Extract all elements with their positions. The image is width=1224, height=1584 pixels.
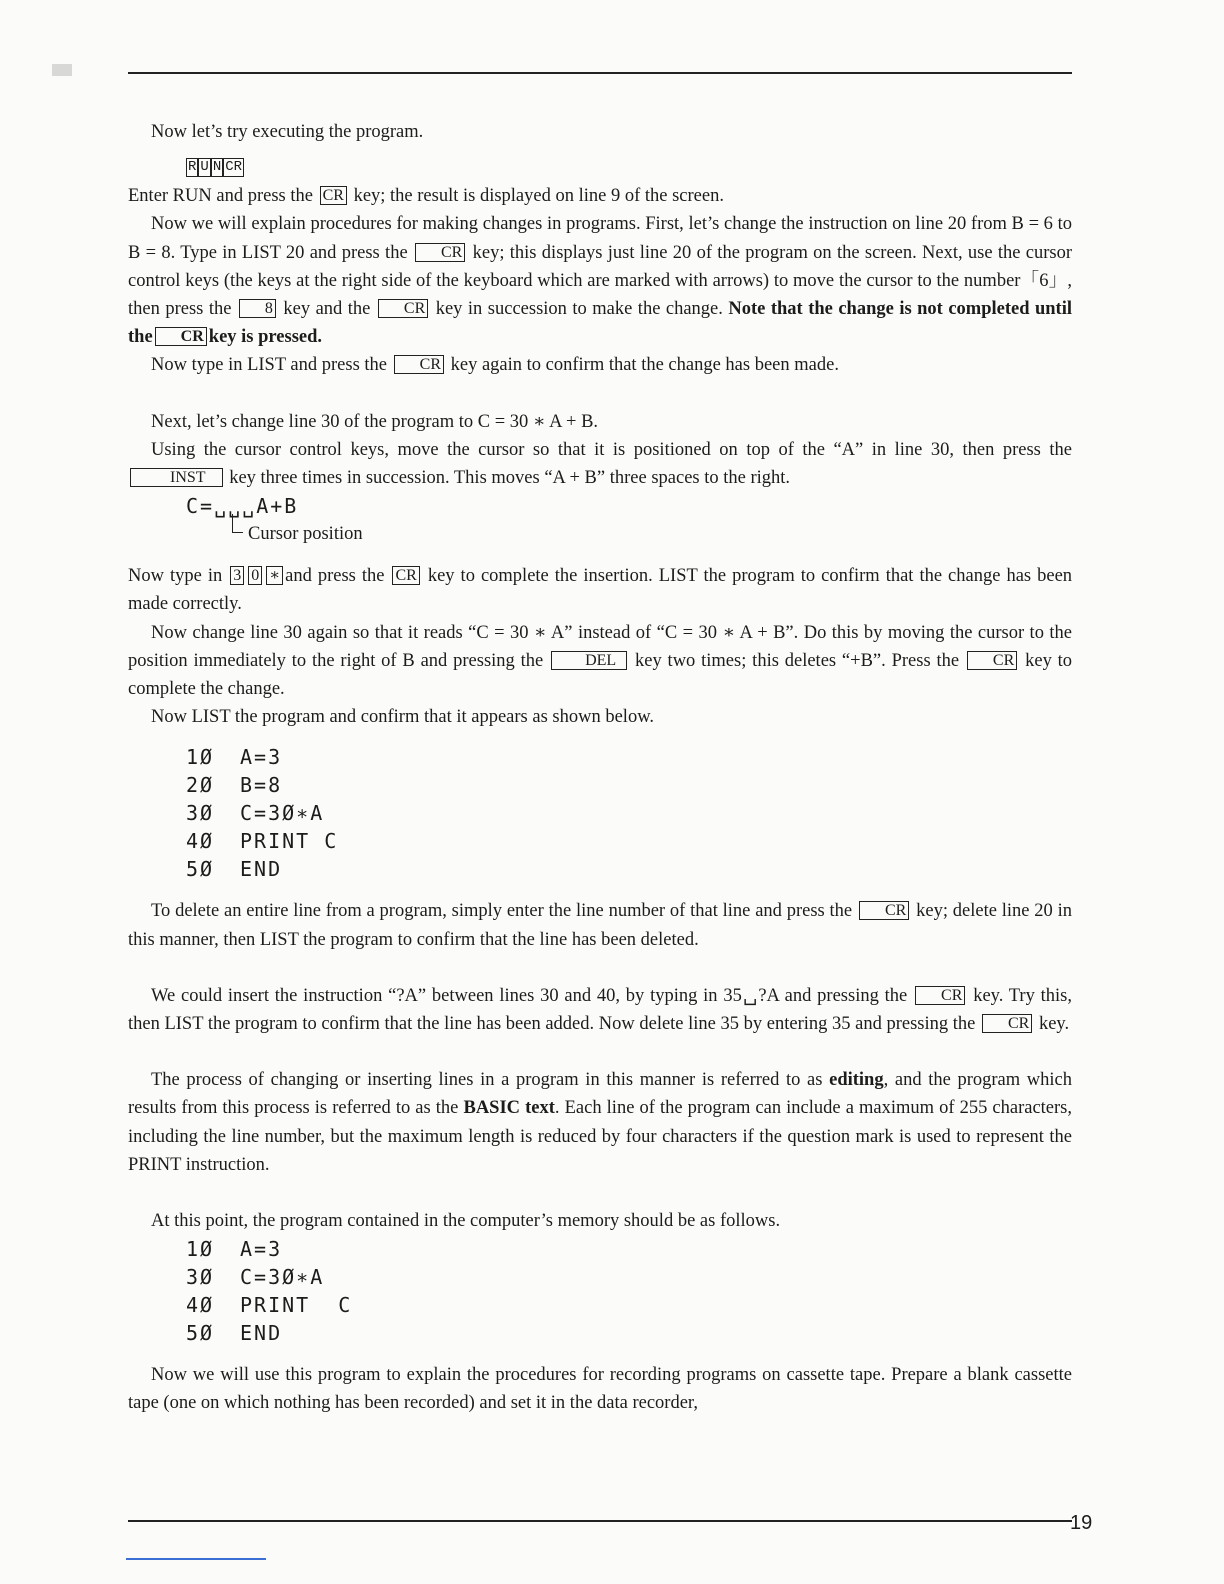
- key-cr: CR: [859, 901, 909, 920]
- key-cr: CR: [982, 1014, 1032, 1033]
- code-line: 4Ø PRINT C: [186, 829, 339, 854]
- spacer: [128, 1347, 1072, 1361]
- paragraph-delete-line: To delete an entire line from a program, simply enter the line number of that line and press the CR key; delete line 20 in this manner, then LIST the program to confirm that the line has been deleted.: [128, 901, 1072, 950]
- header-rule: [128, 72, 1072, 74]
- spacer: [128, 883, 1072, 897]
- key-8: 8: [239, 299, 276, 318]
- page-body: [128, 118, 1072, 1418]
- key-0: 0: [248, 566, 262, 585]
- spacer: [128, 1038, 1072, 1066]
- cursor-demo: C=␣␣␣A+B: [186, 494, 299, 519]
- key-cr: CR: [225, 159, 243, 176]
- code-line: 5Ø END: [186, 1321, 283, 1346]
- paragraph-cursor-inst: Using the cursor control keys, move the cursor so that it is positioned on top of the “A” in line 30, then press the INST key three times in succession. This moves “A + B” three spaces to the right.: [128, 436, 1072, 492]
- code-line: 4Ø PRINT C: [186, 1293, 353, 1318]
- code-line: 3Ø C=3Ø∗A: [186, 1265, 325, 1290]
- paragraph-cassette: Now we will use this program to explain the procedures for recording programs on cassette tape. Prepare a blank cassette tape (one on which nothing has been recorded) and set it in the data recorder,: [128, 1365, 1072, 1414]
- paragraph-memory-contents: At this point, the program contained in the computer’s memory should be as follows.: [151, 1211, 781, 1232]
- key-r: R: [188, 159, 197, 176]
- paragraph-change-line30: Next, let’s change line 30 of the program to C = 30 ∗ A + B.: [151, 411, 599, 432]
- footer-rule: [128, 1520, 1072, 1522]
- paragraph-delete-chars: Now change line 30 again so that it reads “C = 30 ∗ A” instead of “C = 30 ∗ A + B”. Do this by moving the cursor to the position immediately to the right of B and pressing the DEL key two times; this deletes “+B”. Press the CR key to complete the change.: [128, 622, 1073, 700]
- code-line: 1Ø A=3: [186, 745, 283, 770]
- key-u: U: [200, 159, 209, 176]
- paragraph-list-below: Now LIST the program and confirm that it appears as shown below.: [151, 707, 654, 728]
- key-cr: CR: [320, 186, 347, 205]
- scan-underline: [126, 1558, 266, 1560]
- paragraph-intro: Now let’s try executing the program.: [151, 122, 424, 142]
- code-line: 1Ø A=3: [186, 1237, 283, 1262]
- cursor-arrow-icon: [232, 514, 243, 533]
- key-cr: CR: [155, 327, 207, 346]
- key-cr: CR: [415, 243, 465, 262]
- code-line: 2Ø B=8: [186, 773, 283, 798]
- key-cr: CR: [378, 299, 428, 318]
- page-number: 19: [1070, 1512, 1093, 1534]
- key-star: ∗: [266, 566, 283, 585]
- key-cr: CR: [915, 986, 965, 1005]
- code-line: 3Ø C=3Ø∗A: [186, 801, 325, 826]
- paragraph-run: Enter RUN and press the CR key; the result is displayed on line 9 of the screen.: [128, 186, 724, 207]
- cursor-position-note: Cursor position: [128, 520, 1072, 548]
- code-line: 5Ø END: [186, 857, 283, 882]
- scan-mark: [52, 64, 72, 76]
- key-cr: CR: [394, 355, 444, 374]
- spacer: [128, 548, 1072, 562]
- key-cr: CR: [967, 651, 1017, 670]
- run-key-sequence: [128, 152, 1072, 182]
- paragraph-editing-definition: The process of changing or inserting lines in a program in this manner is referred to as editing, and the program which results from this process is referred to as the BASIC text. Each line of the program can include a maximum of 255 characters, including the line number, but the maximum length is reduced by four characters if the question mark is used to represent the PRINT instruction.: [128, 1070, 1073, 1175]
- key-cr: CR: [392, 566, 419, 585]
- spacer: [128, 380, 1072, 408]
- key-del: DEL: [551, 651, 627, 670]
- spacer: [128, 954, 1072, 982]
- spacer: [128, 1179, 1072, 1207]
- program-listing-2: [128, 1235, 1072, 1347]
- paragraph-insertion: Now type in 3 0 ∗ and press the CR key to complete the insertion. LIST the program to confirm that the change has been made correctly.: [128, 566, 1073, 615]
- paragraph-list-confirm: Now type in LIST and press the CR key again to confirm that the change has been made.: [151, 355, 839, 376]
- paragraph-insert-line: We could insert the instruction “?A” between lines 30 and 40, by typing in 35␣?A and pressing the CR key. Try this, then LIST the program to confirm that the line has been added. Now delete line 35 by entering 35 and pressing the CR key.: [128, 985, 1072, 1035]
- program-listing-1: [128, 743, 1072, 883]
- key-3: 3: [230, 566, 244, 585]
- paragraph-edit-line20: Now we will explain procedures for making changes in programs. First, let’s change the instruction on line 20 from B = 6 to B = 8. Type in LIST 20 and press the CR key; this displays just line 20 of the program on the screen. Next, use the cursor control keys (the keys at the right side of the keyboard which are marked with arrows) to move the cursor to the number「6」, then press the 8 key and the CR key in succession to make the change. Note that the change is not completed until the CR key is pressed.: [128, 214, 1073, 348]
- key-inst: INST: [130, 468, 223, 487]
- key-n: N: [212, 159, 222, 176]
